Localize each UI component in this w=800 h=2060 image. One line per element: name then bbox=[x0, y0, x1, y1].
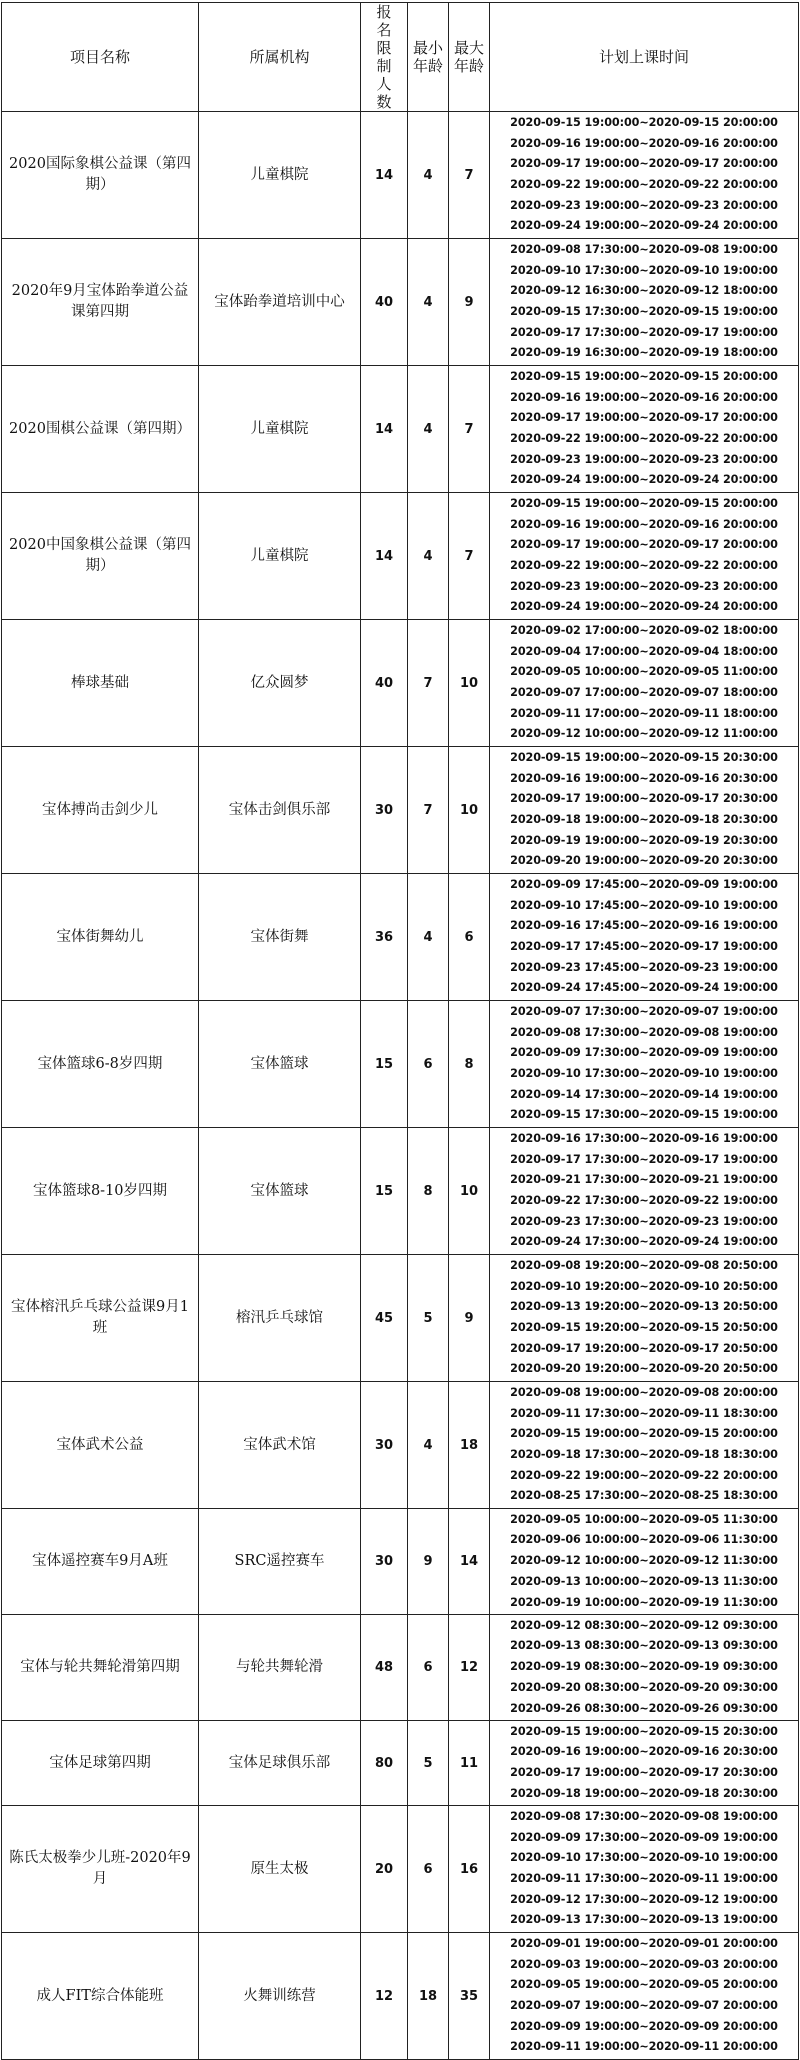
schedule-cell bbox=[490, 1509, 799, 1615]
time-slot: 2020-09-24 19:00:00~2020-09-24 20:00:00 bbox=[510, 600, 778, 614]
project-name-cell: 宝体与轮共舞轮滑第四期 bbox=[2, 1615, 199, 1721]
time-slot: 2020-09-03 19:00:00~2020-09-03 20:00:00 bbox=[510, 1957, 778, 1971]
schedule-cell bbox=[490, 620, 799, 747]
header-project-name: 项目名称 bbox=[2, 3, 199, 112]
time-slot: 2020-09-12 16:30:00~2020-09-12 18:00:00 bbox=[510, 284, 778, 298]
time-slot: 2020-09-09 17:30:00~2020-09-09 19:00:00 bbox=[510, 1830, 778, 1844]
table-row bbox=[2, 1721, 799, 1806]
max-age-cell: 16 bbox=[449, 1806, 490, 1933]
time-slot: 2020-09-23 19:00:00~2020-09-23 20:00:00 bbox=[510, 452, 778, 466]
time-slot: 2020-09-07 17:30:00~2020-09-07 19:00:00 bbox=[510, 1004, 778, 1018]
time-slot: 2020-09-11 17:00:00~2020-09-11 18:00:00 bbox=[510, 706, 778, 720]
time-slot: 2020-09-17 19:00:00~2020-09-17 20:30:00 bbox=[510, 792, 778, 806]
enroll-limit-cell: 45 bbox=[361, 1255, 408, 1382]
time-slot: 2020-09-08 17:30:00~2020-09-08 19:00:00 bbox=[510, 242, 778, 256]
organization-cell: 宝体足球俱乐部 bbox=[199, 1721, 361, 1806]
min-age-cell: 5 bbox=[408, 1721, 449, 1806]
enroll-limit-cell: 30 bbox=[361, 747, 408, 874]
time-slot: 2020-09-18 19:00:00~2020-09-18 20:30:00 bbox=[510, 813, 778, 826]
max-age-cell: 9 bbox=[449, 1255, 490, 1382]
time-slot: 2020-09-13 19:20:00~2020-09-13 20:50:00 bbox=[510, 1300, 778, 1314]
min-age-cell: 4 bbox=[408, 493, 449, 620]
time-slot: 2020-09-23 17:30:00~2020-09-23 19:00:00 bbox=[510, 1214, 778, 1228]
header-min-age: 最小年龄 bbox=[408, 3, 449, 112]
schedule-cell bbox=[490, 1001, 799, 1128]
max-age-cell: 10 bbox=[449, 1128, 490, 1255]
time-slot: 2020-09-16 19:00:00~2020-09-16 20:30:00 bbox=[510, 1745, 778, 1759]
time-slot: 2020-09-18 19:00:00~2020-09-18 20:30:00 bbox=[510, 1786, 778, 1800]
time-slot: 2020-09-07 17:00:00~2020-09-07 18:00:00 bbox=[510, 686, 778, 699]
enroll-limit-cell: 48 bbox=[361, 1615, 408, 1721]
time-slot: 2020-09-17 17:30:00~2020-09-17 19:00:00 bbox=[510, 325, 778, 339]
time-slot: 2020-09-19 16:30:00~2020-09-19 18:00:00 bbox=[510, 346, 778, 360]
min-age-cell: 8 bbox=[408, 1128, 449, 1255]
enroll-limit-cell: 40 bbox=[361, 239, 408, 366]
organization-cell: 宝体篮球 bbox=[199, 1128, 361, 1255]
time-slot: 2020-09-11 19:00:00~2020-09-11 20:00:00 bbox=[510, 2040, 778, 2054]
time-slot: 2020-09-15 19:00:00~2020-09-15 20:00:00 bbox=[510, 115, 778, 129]
min-age-cell: 6 bbox=[408, 1615, 449, 1721]
min-age-cell: 6 bbox=[408, 1806, 449, 1933]
table-row bbox=[2, 1001, 799, 1128]
time-slot: 2020-09-24 19:00:00~2020-09-24 20:00:00 bbox=[510, 473, 778, 487]
time-slot: 2020-09-24 17:45:00~2020-09-24 19:00:00 bbox=[510, 981, 778, 995]
max-age-cell: 14 bbox=[449, 1509, 490, 1615]
organization-cell: 原生太极 bbox=[199, 1806, 361, 1933]
header-enroll-limit: 报名限制人数 bbox=[361, 3, 408, 112]
project-name-cell: 宝体篮球6-8岁四期 bbox=[2, 1001, 199, 1128]
time-slot: 2020-09-12 10:00:00~2020-09-12 11:30:00 bbox=[510, 1554, 778, 1568]
time-slot: 2020-09-19 08:30:00~2020-09-19 09:30:00 bbox=[510, 1660, 778, 1674]
min-age-cell: 5 bbox=[408, 1255, 449, 1382]
time-slot: 2020-09-16 17:30:00~2020-09-16 19:00:00 bbox=[510, 1131, 778, 1145]
time-slot: 2020-09-19 10:00:00~2020-09-19 11:30:00 bbox=[510, 1595, 778, 1609]
time-slot: 2020-09-22 19:00:00~2020-09-22 20:00:00 bbox=[510, 1468, 778, 1482]
course-schedule-table bbox=[1, 2, 799, 2060]
time-slot: 2020-09-22 17:30:00~2020-09-22 19:00:00 bbox=[510, 1194, 778, 1207]
project-name-cell: 宝体遥控赛车9月A班 bbox=[2, 1509, 199, 1615]
organization-cell: 亿众圆梦 bbox=[199, 620, 361, 747]
project-name-cell: 2020国际象棋公益课（第四期） bbox=[2, 112, 199, 239]
table-row bbox=[2, 747, 799, 874]
time-slot: 2020-09-13 10:00:00~2020-09-13 11:30:00 bbox=[510, 1574, 778, 1588]
time-slot: 2020-09-24 17:30:00~2020-09-24 19:00:00 bbox=[510, 1235, 778, 1249]
project-name-cell: 2020年9月宝体跆拳道公益课第四期 bbox=[2, 239, 199, 366]
enroll-limit-cell: 30 bbox=[361, 1509, 408, 1615]
min-age-cell: 9 bbox=[408, 1509, 449, 1615]
table-row bbox=[2, 620, 799, 747]
organization-cell: 宝体击剑俱乐部 bbox=[199, 747, 361, 874]
time-slot: 2020-09-05 10:00:00~2020-09-05 11:30:00 bbox=[510, 1512, 778, 1526]
schedule-cell bbox=[490, 1721, 799, 1806]
project-name-cell: 成人FIT综合体能班 bbox=[2, 1933, 199, 2060]
time-slot: 2020-09-08 19:20:00~2020-09-08 20:50:00 bbox=[510, 1258, 778, 1272]
schedule-cell bbox=[490, 366, 799, 493]
project-name-cell: 宝体篮球8-10岁四期 bbox=[2, 1128, 199, 1255]
time-slot: 2020-09-15 19:00:00~2020-09-15 20:00:00 bbox=[510, 369, 778, 383]
time-slot: 2020-09-14 17:30:00~2020-09-14 19:00:00 bbox=[510, 1087, 778, 1101]
project-name-cell: 宝体武术公益 bbox=[2, 1382, 199, 1509]
time-slot: 2020-09-10 17:30:00~2020-09-10 19:00:00 bbox=[510, 1851, 778, 1865]
max-age-cell: 7 bbox=[449, 366, 490, 493]
time-slot: 2020-09-15 17:30:00~2020-09-15 19:00:00 bbox=[510, 305, 778, 318]
time-slot: 2020-09-10 17:30:00~2020-09-10 19:00:00 bbox=[510, 263, 778, 277]
schedule-cell bbox=[490, 1128, 799, 1255]
time-slot: 2020-09-12 10:00:00~2020-09-12 11:00:00 bbox=[510, 727, 778, 741]
time-slot: 2020-09-13 08:30:00~2020-09-13 09:30:00 bbox=[510, 1639, 778, 1653]
time-slot: 2020-09-11 17:30:00~2020-09-11 18:30:00 bbox=[510, 1406, 778, 1420]
table-row bbox=[2, 1128, 799, 1255]
table-row bbox=[2, 112, 799, 239]
time-slot: 2020-09-15 19:00:00~2020-09-15 20:00:00 bbox=[510, 496, 778, 510]
max-age-cell: 10 bbox=[449, 747, 490, 874]
schedule-cell bbox=[490, 1806, 799, 1933]
organization-cell: 儿童棋院 bbox=[199, 493, 361, 620]
time-slot: 2020-09-09 17:45:00~2020-09-09 19:00:00 bbox=[510, 877, 778, 891]
time-slot: 2020-09-16 19:00:00~2020-09-16 20:00:00 bbox=[510, 390, 778, 404]
enroll-limit-cell: 12 bbox=[361, 1933, 408, 2060]
schedule-cell bbox=[490, 874, 799, 1001]
time-slot: 2020-09-17 19:00:00~2020-09-17 20:00:00 bbox=[510, 157, 778, 171]
time-slot: 2020-09-08 17:30:00~2020-09-08 19:00:00 bbox=[510, 1025, 778, 1039]
time-slot: 2020-09-21 17:30:00~2020-09-21 19:00:00 bbox=[510, 1173, 778, 1187]
time-slot: 2020-09-15 19:00:00~2020-09-15 20:30:00 bbox=[510, 1724, 778, 1738]
max-age-cell: 11 bbox=[449, 1721, 490, 1806]
project-name-cell: 陈氏太极拳少儿班-2020年9月 bbox=[2, 1806, 199, 1933]
min-age-cell: 4 bbox=[408, 112, 449, 239]
max-age-cell: 8 bbox=[449, 1001, 490, 1128]
table-row bbox=[2, 1509, 799, 1615]
time-slot: 2020-09-15 19:00:00~2020-09-15 20:00:00 bbox=[510, 1427, 778, 1441]
time-slot: 2020-09-09 19:00:00~2020-09-09 20:00:00 bbox=[510, 2019, 778, 2033]
time-slot: 2020-09-26 08:30:00~2020-09-26 09:30:00 bbox=[510, 1701, 778, 1715]
max-age-cell: 7 bbox=[449, 493, 490, 620]
time-slot: 2020-09-15 19:20:00~2020-09-15 20:50:00 bbox=[510, 1321, 778, 1334]
max-age-cell: 35 bbox=[449, 1933, 490, 2060]
time-slot: 2020-09-19 19:00:00~2020-09-19 20:30:00 bbox=[510, 833, 778, 847]
table-row bbox=[2, 366, 799, 493]
min-age-cell: 6 bbox=[408, 1001, 449, 1128]
time-slot: 2020-09-17 19:20:00~2020-09-17 20:50:00 bbox=[510, 1341, 778, 1355]
time-slot: 2020-09-11 17:30:00~2020-09-11 19:00:00 bbox=[510, 1872, 778, 1885]
min-age-cell: 18 bbox=[408, 1933, 449, 2060]
organization-cell: 宝体街舞 bbox=[199, 874, 361, 1001]
header-max-age: 最大年龄 bbox=[449, 3, 490, 112]
schedule-cell bbox=[490, 1382, 799, 1509]
table-row bbox=[2, 239, 799, 366]
schedule-cell bbox=[490, 493, 799, 620]
project-name-cell: 宝体街舞幼儿 bbox=[2, 874, 199, 1001]
header-row bbox=[2, 3, 799, 112]
organization-cell: 儿童棋院 bbox=[199, 366, 361, 493]
organization-cell: 宝体跆拳道培训中心 bbox=[199, 239, 361, 366]
min-age-cell: 7 bbox=[408, 620, 449, 747]
time-slot: 2020-09-16 19:00:00~2020-09-16 20:00:00 bbox=[510, 136, 778, 150]
header-schedule: 计划上课时间 bbox=[490, 3, 799, 112]
time-slot: 2020-09-07 19:00:00~2020-09-07 20:00:00 bbox=[510, 1999, 778, 2012]
time-slot: 2020-09-10 17:45:00~2020-09-10 19:00:00 bbox=[510, 898, 778, 912]
enroll-limit-cell: 80 bbox=[361, 1721, 408, 1806]
time-slot: 2020-09-20 19:00:00~2020-09-20 20:30:00 bbox=[510, 854, 778, 868]
organization-cell: 儿童棋院 bbox=[199, 112, 361, 239]
enroll-limit-cell: 30 bbox=[361, 1382, 408, 1509]
organization-cell: SRC遥控赛车 bbox=[199, 1509, 361, 1615]
time-slot: 2020-09-20 08:30:00~2020-09-20 09:30:00 bbox=[510, 1680, 778, 1694]
max-age-cell: 6 bbox=[449, 874, 490, 1001]
time-slot: 2020-09-16 19:00:00~2020-09-16 20:00:00 bbox=[510, 517, 778, 531]
time-slot: 2020-09-23 17:45:00~2020-09-23 19:00:00 bbox=[510, 960, 778, 974]
time-slot: 2020-09-17 17:45:00~2020-09-17 19:00:00 bbox=[510, 940, 778, 953]
time-slot: 2020-09-22 19:00:00~2020-09-22 20:00:00 bbox=[510, 178, 778, 191]
enroll-limit-cell: 14 bbox=[361, 493, 408, 620]
time-slot: 2020-09-05 10:00:00~2020-09-05 11:00:00 bbox=[510, 665, 778, 679]
time-slot: 2020-09-17 17:30:00~2020-09-17 19:00:00 bbox=[510, 1152, 778, 1166]
enroll-limit-cell: 14 bbox=[361, 112, 408, 239]
time-slot: 2020-09-20 19:20:00~2020-09-20 20:50:00 bbox=[510, 1362, 778, 1376]
organization-cell: 与轮共舞轮滑 bbox=[199, 1615, 361, 1721]
max-age-cell: 7 bbox=[449, 112, 490, 239]
organization-cell: 宝体武术馆 bbox=[199, 1382, 361, 1509]
min-age-cell: 4 bbox=[408, 366, 449, 493]
time-slot: 2020-09-16 17:45:00~2020-09-16 19:00:00 bbox=[510, 919, 778, 933]
table-row bbox=[2, 1806, 799, 1933]
time-slot: 2020-09-17 19:00:00~2020-09-17 20:00:00 bbox=[510, 411, 778, 425]
table-row bbox=[2, 874, 799, 1001]
header-organization: 所属机构 bbox=[199, 3, 361, 112]
organization-cell: 宝体篮球 bbox=[199, 1001, 361, 1128]
time-slot: 2020-09-22 19:00:00~2020-09-22 20:00:00 bbox=[510, 432, 778, 445]
time-slot: 2020-09-12 08:30:00~2020-09-12 09:30:00 bbox=[510, 1618, 778, 1632]
min-age-cell: 7 bbox=[408, 747, 449, 874]
table-row bbox=[2, 1382, 799, 1509]
time-slot: 2020-09-08 17:30:00~2020-09-08 19:00:00 bbox=[510, 1809, 778, 1823]
max-age-cell: 12 bbox=[449, 1615, 490, 1721]
enroll-limit-cell: 36 bbox=[361, 874, 408, 1001]
time-slot: 2020-09-23 19:00:00~2020-09-23 20:00:00 bbox=[510, 579, 778, 593]
enroll-limit-cell: 15 bbox=[361, 1001, 408, 1128]
schedule-cell bbox=[490, 747, 799, 874]
time-slot: 2020-09-24 19:00:00~2020-09-24 20:00:00 bbox=[510, 219, 778, 233]
time-slot: 2020-09-23 19:00:00~2020-09-23 20:00:00 bbox=[510, 198, 778, 212]
time-slot: 2020-09-10 19:20:00~2020-09-10 20:50:00 bbox=[510, 1279, 778, 1293]
schedule-cell bbox=[490, 1255, 799, 1382]
time-slot: 2020-09-12 17:30:00~2020-09-12 19:00:00 bbox=[510, 1892, 778, 1906]
schedule-cell bbox=[490, 1615, 799, 1721]
project-name-cell: 宝体榕汛乒乓球公益课9月1班 bbox=[2, 1255, 199, 1382]
min-age-cell: 4 bbox=[408, 239, 449, 366]
schedule-cell bbox=[490, 239, 799, 366]
time-slot: 2020-09-02 17:00:00~2020-09-02 18:00:00 bbox=[510, 623, 778, 637]
project-name-cell: 2020围棋公益课（第四期） bbox=[2, 366, 199, 493]
project-name-cell: 2020中国象棋公益课（第四期） bbox=[2, 493, 199, 620]
time-slot: 2020-08-25 17:30:00~2020-08-25 18:30:00 bbox=[510, 1489, 778, 1503]
time-slot: 2020-09-05 19:00:00~2020-09-05 20:00:00 bbox=[510, 1978, 778, 1992]
enroll-limit-cell: 15 bbox=[361, 1128, 408, 1255]
max-age-cell: 9 bbox=[449, 239, 490, 366]
table-row bbox=[2, 493, 799, 620]
project-name-cell: 棒球基础 bbox=[2, 620, 199, 747]
time-slot: 2020-09-16 19:00:00~2020-09-16 20:30:00 bbox=[510, 771, 778, 785]
time-slot: 2020-09-10 17:30:00~2020-09-10 19:00:00 bbox=[510, 1067, 778, 1080]
time-slot: 2020-09-17 19:00:00~2020-09-17 20:00:00 bbox=[510, 538, 778, 552]
time-slot: 2020-09-04 17:00:00~2020-09-04 18:00:00 bbox=[510, 644, 778, 658]
max-age-cell: 10 bbox=[449, 620, 490, 747]
time-slot: 2020-09-06 10:00:00~2020-09-06 11:30:00 bbox=[510, 1533, 778, 1547]
time-slot: 2020-09-22 19:00:00~2020-09-22 20:00:00 bbox=[510, 559, 778, 572]
time-slot: 2020-09-17 19:00:00~2020-09-17 20:30:00 bbox=[510, 1766, 778, 1779]
organization-cell: 火舞训练营 bbox=[199, 1933, 361, 2060]
enroll-limit-cell: 14 bbox=[361, 366, 408, 493]
schedule-cell bbox=[490, 112, 799, 239]
min-age-cell: 4 bbox=[408, 1382, 449, 1509]
min-age-cell: 4 bbox=[408, 874, 449, 1001]
enroll-limit-cell: 40 bbox=[361, 620, 408, 747]
table-row bbox=[2, 1255, 799, 1382]
organization-cell: 榕汛乒乓球馆 bbox=[199, 1255, 361, 1382]
time-slot: 2020-09-08 19:00:00~2020-09-08 20:00:00 bbox=[510, 1385, 778, 1399]
time-slot: 2020-09-15 19:00:00~2020-09-15 20:30:00 bbox=[510, 750, 778, 764]
enroll-limit-cell: 20 bbox=[361, 1806, 408, 1933]
time-slot: 2020-09-18 17:30:00~2020-09-18 18:30:00 bbox=[510, 1448, 778, 1461]
time-slot: 2020-09-15 17:30:00~2020-09-15 19:00:00 bbox=[510, 1108, 778, 1122]
schedule-cell bbox=[490, 1933, 799, 2060]
project-name-cell: 宝体搏尚击剑少儿 bbox=[2, 747, 199, 874]
time-slot: 2020-09-01 19:00:00~2020-09-01 20:00:00 bbox=[510, 1936, 778, 1950]
table-row bbox=[2, 1615, 799, 1721]
time-slot: 2020-09-13 17:30:00~2020-09-13 19:00:00 bbox=[510, 1913, 778, 1927]
max-age-cell: 18 bbox=[449, 1382, 490, 1509]
project-name-cell: 宝体足球第四期 bbox=[2, 1721, 199, 1806]
time-slot: 2020-09-09 17:30:00~2020-09-09 19:00:00 bbox=[510, 1046, 778, 1060]
table-row bbox=[2, 1933, 799, 2060]
